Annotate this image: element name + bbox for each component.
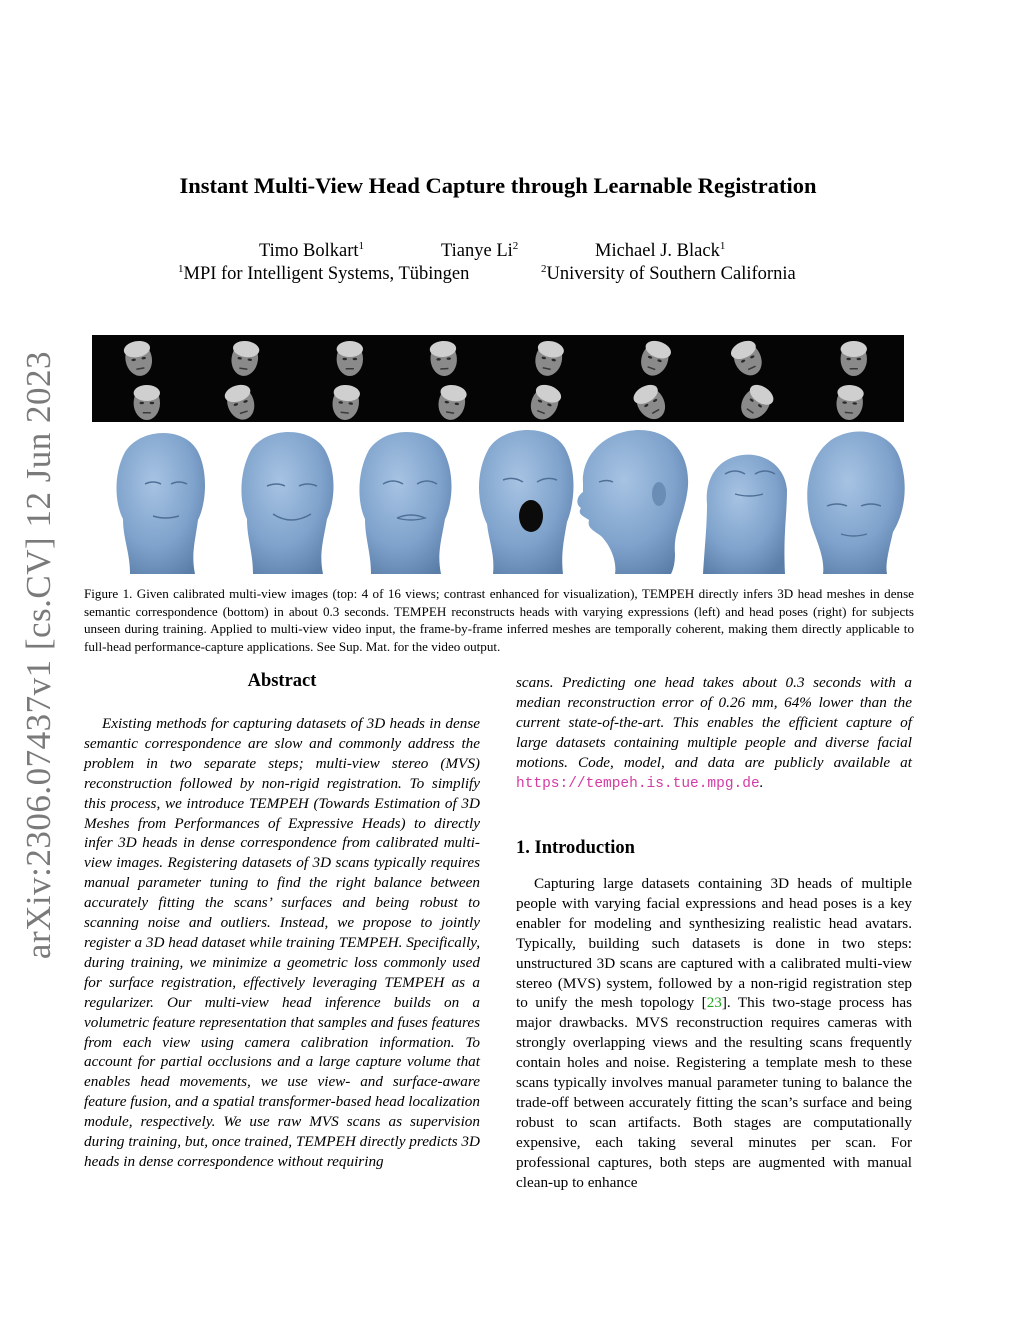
figure-caption: Figure 1. Given calibrated multi-view images (top: 4 of 16 views; contrast enhanced for visualization), TEMPEH directly infers 3D head meshes in dense semantic correspondence (bottom) in about 0.3 seconds. TEMPEH reconstructs heads with varying expressions (left) and head poses (right) for subjects unseen during training. Applied to multi-view video input, the frame-by-frame inferred meshes are temporally coherent, making them directly applicable to full-head performance-capture applications. See Sup. Mat. for the video output. (84, 586, 914, 654)
arxiv-id: arXiv:2306.07437v1 [cs.CV] 12 Jun 2023 (19, 350, 58, 960)
view-photo (498, 379, 600, 422)
introduction-text: Capturing large datasets containing 3D heads of multiple people with varying facial expressions and head poses is a key enabler for modeling and synthesizing realistic head avatars. Typically, building such datasets is done in two steps: unstructured 3D scans are captured with a calibrated multi-view stereo (MVS) system, followed by a non-rigid registration step to unify the mesh topology [23]. This two-stage process has major drawbacks. MVS reconstruction requires cameras with strongly overlapping views and the resulting scans frequently contain holes and noise. Registering a template mesh to these scans typically involves manual parameter tuning to balance the trade-off between accurately fitting the scan’s surface and being robust to scan artifacts. Both stages are computationally expensive, each taking several minutes per scan. For professional captures, both steps are augmented with manual clean-up to enhance (516, 875, 913, 1191)
affiliation-1: $^1$MPI for Intelligent Systems, Tübingen (178, 262, 470, 284)
view-photo (92, 335, 194, 378)
view-photo (600, 379, 702, 422)
multi-view-image-strip (92, 335, 904, 422)
author-2: Tianye Li$^2$ (441, 239, 519, 261)
view-photo (397, 335, 499, 378)
view-photo (194, 379, 296, 422)
view-photo (295, 335, 397, 378)
head-mesh-6 (703, 455, 787, 574)
view-photo (498, 335, 600, 378)
citation-link[interactable]: 23 (706, 994, 722, 1012)
view-photo (701, 335, 803, 378)
view-photo (397, 379, 499, 422)
view-photo (600, 335, 702, 378)
view-photo (803, 335, 905, 378)
arxiv-stamp (14, 350, 64, 960)
view-photo (803, 379, 905, 422)
head-mesh-row (95, 424, 907, 574)
view-photo (194, 335, 296, 378)
introduction-heading: 1. Introduction (516, 838, 635, 858)
paper-title: Instant Multi-View Head Capture through Learnable Registration (179, 173, 817, 198)
abstract-heading: Abstract (247, 671, 317, 691)
view-photo (295, 379, 397, 422)
author-1: Timo Bolkart$^1$ (259, 239, 365, 261)
project-url-link[interactable]: https://tempeh.is.tue.mpg.de (516, 775, 760, 792)
head-mesh-1 (117, 433, 206, 574)
head-mesh-3 (359, 432, 451, 574)
view-photo (701, 379, 803, 422)
head-mesh-4 (479, 430, 574, 574)
head-mesh-5 (577, 430, 688, 574)
abstract-text: Existing methods for capturing datasets of 3D heads in dense semantic correspondence are slow and commonly address the problem in two separate steps; multi-view stereo (MVS) reconstruction followed by non-rigid registration. To simplify this process, we introduce TEMPEH (Towards Estimation of 3D Meshes from Performances of Expressive Heads) to directly infer 3D heads in dense correspondence from calibrated multi-view images. Registering datasets of 3D scans typically requires manual parameter tuning to find the right balance between accurately fitting the scans’ surfaces and being robust to scanning noise and outliers. Instead, we propose to jointly register a 3D head dataset while training TEMPEH. Specifically, during training, we minimize a geometric loss commonly used for surface registration, effectively leveraging TEMPEH as a regularizer. Our multi-view head inference builds on a volumetric feature representation that samples and fuses features from each view using camera calibration information. To account for partial occlusions and a large capture volume that enables head movements, we use view- and surface-aware feature fusion, and a spatial transformer-based head localization module, respectively. We use raw MVS scans as supervision during training, but, once trained, TEMPEH directly predicts 3D heads in dense correspondence without requiring (84, 715, 480, 1170)
view-photo (92, 379, 194, 422)
abstract-continued: scans. Predicting one head takes about 0.3 seconds with a median reconstruction error of 0.26 mm, 64% lower than the current state-of-the-art. This enables the efficient capture of large datasets containing multiple people and diverse facial motions. Code, model, and data are publicly available at https://tempeh.is.tue.mpg.de. (516, 674, 912, 792)
author-3: Michael J. Black$^1$ (595, 239, 726, 261)
affiliation-2: $^2$University of Southern California (541, 262, 796, 284)
head-mesh-7 (807, 431, 904, 574)
head-mesh-2 (241, 432, 333, 574)
